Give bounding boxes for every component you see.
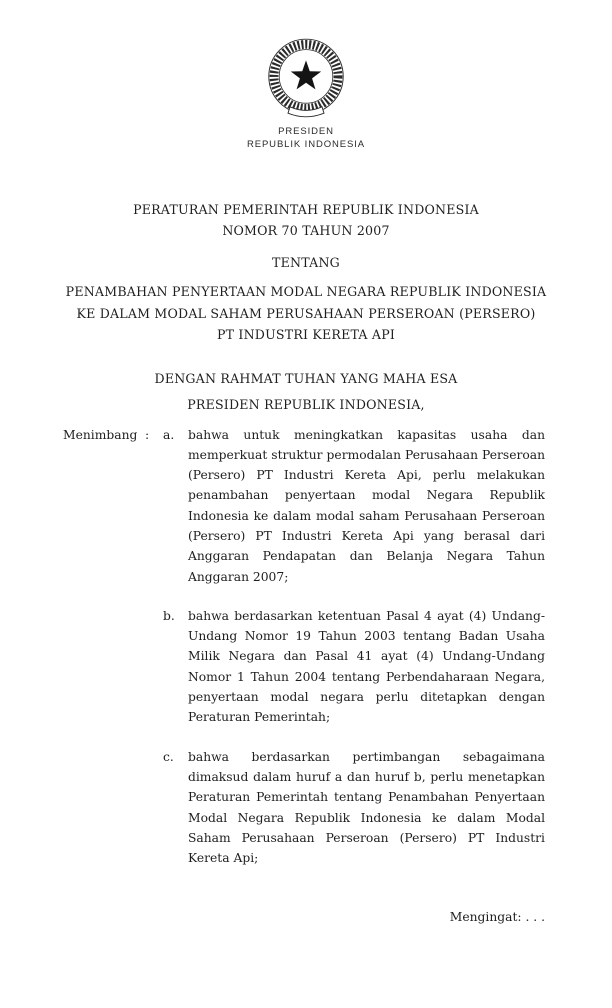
grace-line: DENGAN RAHMAT TUHAN YANG MAHA ESA	[154, 370, 458, 386]
letterhead	[0, 125, 612, 151]
consideration-item-b	[63, 606, 545, 728]
regulation-title-line1: PERATURAN PEMERINTAH REPUBLIK INDONESIA	[133, 202, 479, 217]
mengingat-continuation: Mengingat: . . .	[449, 910, 545, 925]
regulation-title-line2: NOMOR 70 TAHUN 2007	[222, 223, 390, 238]
issuer-line: PRESIDEN REPUBLIK INDONESIA,	[187, 396, 425, 412]
consideration-item-a	[63, 425, 545, 587]
menimbang-colon: :	[145, 427, 150, 442]
consideration-item-c	[63, 747, 545, 869]
subject-line1: PENAMBAHAN PENYERTAAN MODAL NEGARA REPUBLIK INDONESIA	[65, 284, 547, 299]
subject-line3: PT INDUSTRI KERETA API	[216, 327, 396, 342]
menimbang-label: Menimbang	[63, 427, 138, 442]
item-text: bahwa berdasarkan ketentuan Pasal 4 ayat (4) Undang-Undang Nomor 19 Tahun 2003 tentang Badan Usaha Milik Negara dan Pasal 41 ayat (4) Undang-Undang Nomor 1 Tahun 2004 tentang Perbendaharaan Negara, penyertaan modal negara perlu ditetapkan dengan Peraturan Pemerintah;	[188, 608, 545, 725]
item-letter: a.	[163, 427, 175, 442]
subject-line2: KE DALAM MODAL SAHAM PERUSAHAAN PERSEROAN (PERSERO)	[76, 305, 536, 321]
regulation-subject	[0, 281, 612, 346]
letterhead-presiden: PRESIDEN	[278, 126, 334, 137]
item-letter: c.	[163, 749, 174, 764]
item-letter: b.	[163, 608, 175, 623]
tentang-label: TENTANG	[272, 255, 340, 270]
regulation-title	[0, 199, 612, 346]
item-text: bahwa berdasarkan pertimbangan sebagaimana dimaksud dalam huruf a dan huruf b, perlu menetapkan Peraturan Pemerintah tentang Penambahan Penyertaan Modal Negara Republik Indonesia ke dalam Modal Saham Perusahaan Perseroan (Persero) PT Industri Kereta Api;	[188, 749, 545, 866]
letterhead-republik-indonesia: REPUBLIK INDONESIA	[246, 139, 366, 150]
considerations-section	[63, 425, 545, 869]
item-text: bahwa untuk meningkatkan kapasitas usaha dan memperkuat struktur permodalan Perusahaan Perseroan (Persero) PT Industri Kereta Api, perlu melakukan penambahan penyertaan modal Negara Republik Indonesia ke dalam modal saham Perusahaan Perseroan (Persero) PT Industri Kereta Api yang berasal dari Anggaran Pendapatan dan Belanja Negara Tahun Anggaran 2007;	[188, 427, 545, 584]
presidential-emblem-icon	[266, 36, 346, 120]
